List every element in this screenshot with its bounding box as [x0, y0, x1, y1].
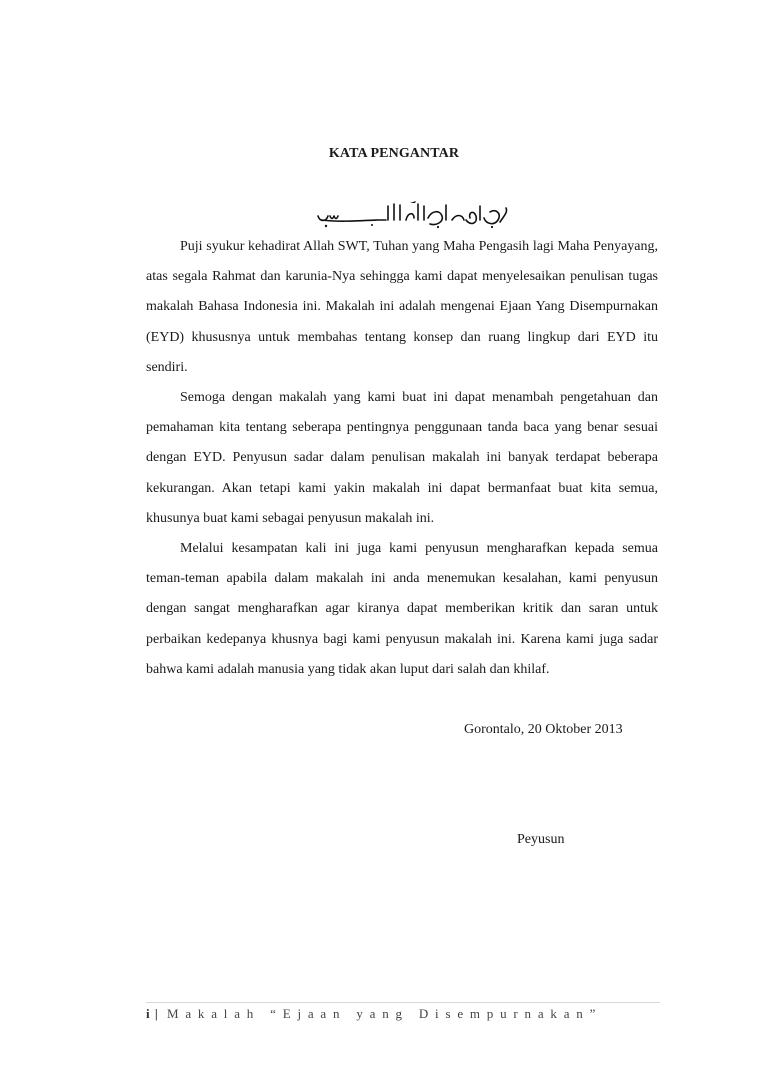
paragraph: Melalui kesampatan kali ini juga kami penyusun mengharafkan kepada semua teman-teman apabila dalam makalah ini anda menemukan kesalahan, kami penyusun dengan sangat mengharafkan agar kiranya dapat memberikan kritik dan saran untuk perbaikan kedepanya khusnya bagi kami penyusun makalah ini. Karena kami juga sadar bahwa kami adalah manusia yang tidak akan luput dari salah dan khilaf.	[146, 541, 658, 677]
footer-separator: |	[154, 1006, 158, 1021]
page-title: KATA PENGANTAR	[328, 146, 460, 161]
body-text	[146, 232, 658, 685]
paragraph: Puji syukur kehadirat Allah SWT, Tuhan yang Maha Pengasih lagi Maha Penyayang, atas segala Rahmat dan karunia-Nya sehingga kami dapat menyelesaikan penulisan tugas makalah Bahasa Indonesia ini. Makalah ini adalah mengenai Ejaan Yang Disempurnakan (EYD) khususnya untuk membahas tentang konsep dan ruang lingkup dari EYD itu sendiri.	[146, 239, 658, 375]
bismillah-calligraphy	[316, 200, 510, 230]
footer-title: Makalah “Ejaan yang Disempurnakan”	[167, 1006, 603, 1021]
signer-name: Peyusun	[517, 832, 565, 847]
page-number: i	[146, 1006, 150, 1021]
page-footer	[146, 1006, 602, 1022]
footer-divider	[146, 1002, 660, 1003]
paragraph: Semoga dengan makalah yang kami buat ini dapat menambah pengetahuan dan pemahaman kita tentang seberapa pentingnya penggunaan tanda baca yang benar sesuai dengan EYD. Penyusun sadar dalam penulisan makalah ini banyak terdapat beberapa kekurangan. Akan tetapi kami yakin makalah ini dapat bermanfaat buat kita semua, khusunya buat kami sebagai penyusun makalah ini.	[146, 390, 658, 526]
place-date: Gorontalo, 20 Oktober 2013	[464, 722, 623, 737]
